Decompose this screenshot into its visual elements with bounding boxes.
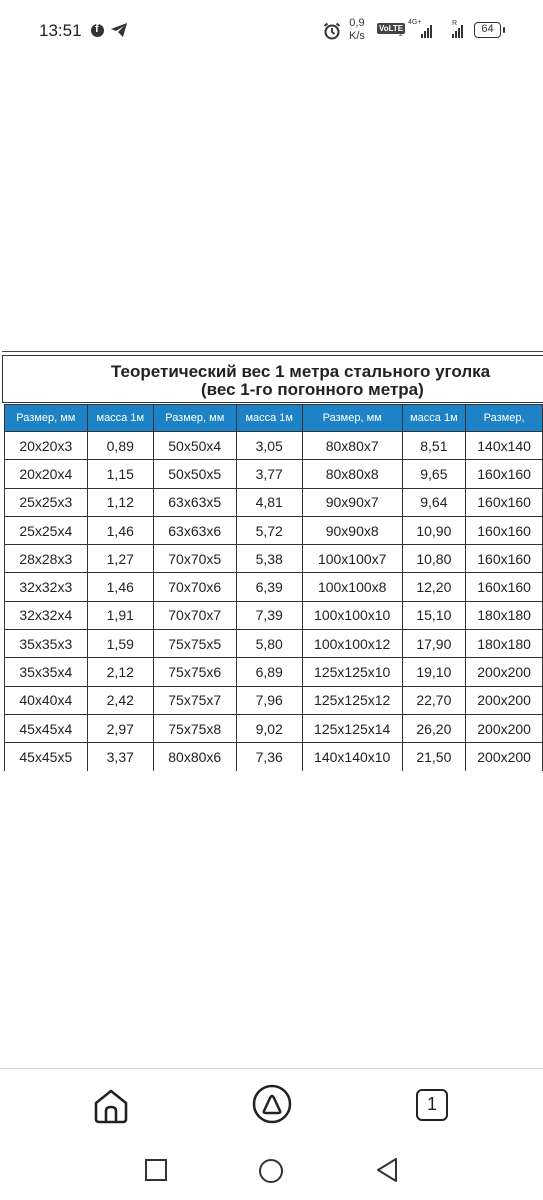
cell-mass-3: 15,10 [402, 601, 466, 629]
cell-mass-2: 3,05 [236, 432, 302, 460]
cell-size-1: 20x20x3 [5, 432, 88, 460]
table-row [5, 545, 543, 573]
cell-size-2: 75x75x5 [153, 630, 236, 658]
home-icon[interactable] [92, 1087, 130, 1125]
cell-size-2: 50x50x5 [153, 460, 236, 488]
cell-size-2: 75x75x8 [153, 714, 236, 742]
header-size-3: Размер, мм [302, 405, 402, 432]
back-icon[interactable] [375, 1157, 399, 1183]
cell-size-3: 80x80x8 [302, 460, 402, 488]
cell-size-4: 200x200 [466, 686, 543, 714]
cell-mass-1: 1,27 [87, 545, 153, 573]
cell-size-2: 75x75x7 [153, 686, 236, 714]
cell-size-4: 160x160 [466, 573, 543, 601]
speed-unit: K/s [349, 30, 365, 42]
weight-table [4, 404, 543, 771]
cell-size-4: 160x160 [466, 488, 543, 516]
cell-mass-2: 5,38 [236, 545, 302, 573]
nav-divider [0, 1068, 543, 1069]
cell-mass-1: 2,97 [87, 714, 153, 742]
cell-size-1: 20x20x4 [5, 460, 88, 488]
cell-size-1: 25x25x4 [5, 516, 88, 544]
cell-size-4: 180x180 [466, 601, 543, 629]
facebook-icon [91, 24, 104, 37]
cell-mass-2: 4,81 [236, 488, 302, 516]
cell-mass-3: 17,90 [402, 630, 466, 658]
cell-size-3: 90x90x7 [302, 488, 402, 516]
cell-size-4: 140x140 [466, 432, 543, 460]
battery-icon: 64 [474, 22, 501, 38]
cell-size-4: 160x160 [466, 460, 543, 488]
table-row [5, 686, 543, 714]
cell-mass-1: 1,46 [87, 516, 153, 544]
cell-size-3: 90x90x8 [302, 516, 402, 544]
cell-size-4: 200x200 [466, 714, 543, 742]
cell-mass-1: 2,42 [87, 686, 153, 714]
cell-size-2: 70x70x6 [153, 573, 236, 601]
table-row [5, 432, 543, 460]
cell-size-4: 160x160 [466, 545, 543, 573]
cell-size-3: 100x100x10 [302, 601, 402, 629]
cell-mass-3: 19,10 [402, 658, 466, 686]
cell-size-1: 45x45x4 [5, 714, 88, 742]
cell-size-3: 80x80x7 [302, 432, 402, 460]
cell-mass-2: 6,39 [236, 573, 302, 601]
cell-mass-2: 7,36 [236, 743, 302, 771]
roaming-indicator: R [452, 20, 458, 27]
table-title-line1: Теоретический вес 1 метра стального уголка [111, 362, 491, 381]
cell-size-1: 35x35x4 [5, 658, 88, 686]
cell-mass-2: 5,72 [236, 516, 302, 544]
cell-mass-1: 3,37 [87, 743, 153, 771]
cell-mass-1: 1,12 [87, 488, 153, 516]
recent-apps-icon[interactable] [145, 1159, 167, 1181]
speed-value: 0,9 [349, 17, 365, 29]
table-row [5, 630, 543, 658]
cell-size-3: 125x125x14 [302, 714, 402, 742]
cell-size-2: 70x70x5 [153, 545, 236, 573]
cell-mass-3: 9,65 [402, 460, 466, 488]
cell-mass-1: 1,15 [87, 460, 153, 488]
cell-size-1: 25x25x3 [5, 488, 88, 516]
cell-size-4: 160x160 [466, 516, 543, 544]
status-bar [0, 0, 543, 62]
table-title-line2: (вес 1-го погонного метра) [201, 380, 424, 399]
table-row [5, 460, 543, 488]
cell-mass-2: 5,80 [236, 630, 302, 658]
steel-angle-weight-table-image[interactable] [2, 351, 543, 771]
cell-mass-2: 7,39 [236, 601, 302, 629]
table-title [2, 355, 543, 403]
cell-size-2: 80x80x6 [153, 743, 236, 771]
header-mass-3: масса 1м [402, 405, 466, 432]
cell-mass-2: 7,96 [236, 686, 302, 714]
table-row [5, 516, 543, 544]
alarm-icon [323, 22, 341, 40]
header-mass-2: масса 1м [236, 405, 302, 432]
cell-size-2: 70x70x7 [153, 601, 236, 629]
cell-mass-1: 0,89 [87, 432, 153, 460]
cell-size-2: 75x75x6 [153, 658, 236, 686]
cell-size-3: 100x100x7 [302, 545, 402, 573]
cell-mass-3: 12,20 [402, 573, 466, 601]
signal-icon-sim2 [452, 24, 463, 38]
table-body [5, 432, 543, 772]
table-row [5, 743, 543, 771]
cell-size-1: 28x28x3 [5, 545, 88, 573]
cell-size-1: 40x40x4 [5, 686, 88, 714]
network-type: 4G+ [408, 19, 422, 26]
cell-size-1: 35x35x3 [5, 630, 88, 658]
volte-sim-index: 2 [399, 31, 403, 38]
cell-mass-3: 10,90 [402, 516, 466, 544]
cell-size-4: 200x200 [466, 658, 543, 686]
cell-mass-3: 22,70 [402, 686, 466, 714]
cell-size-4: 180x180 [466, 630, 543, 658]
cell-size-1: 32x32x3 [5, 573, 88, 601]
signal-icon [421, 24, 432, 38]
header-mass-1: масса 1м [87, 405, 153, 432]
cell-size-1: 45x45x5 [5, 743, 88, 771]
tabs-button[interactable] [416, 1089, 448, 1121]
alice-assistant-icon[interactable] [252, 1084, 292, 1124]
cell-size-4: 200x200 [466, 743, 543, 771]
cell-size-3: 140x140x10 [302, 743, 402, 771]
system-home-icon[interactable] [259, 1159, 283, 1183]
cell-size-3: 100x100x12 [302, 630, 402, 658]
header-size-1: Размер, мм [5, 405, 88, 432]
cell-size-2: 63x63x5 [153, 488, 236, 516]
cell-size-2: 50x50x4 [153, 432, 236, 460]
header-size-4: Размер, [466, 405, 543, 432]
cell-size-2: 63x63x6 [153, 516, 236, 544]
table-row [5, 488, 543, 516]
cell-size-3: 100x100x8 [302, 573, 402, 601]
cell-mass-2: 6,89 [236, 658, 302, 686]
table-row [5, 601, 543, 629]
cell-mass-1: 1,59 [87, 630, 153, 658]
header-size-2: Размер, мм [153, 405, 236, 432]
cell-mass-1: 1,46 [87, 573, 153, 601]
tabs-count: 1 [426, 1094, 437, 1114]
cell-mass-1: 1,91 [87, 601, 153, 629]
network-speed [349, 17, 365, 43]
table-row [5, 714, 543, 742]
cell-size-3: 125x125x12 [302, 686, 402, 714]
cell-mass-3: 10,80 [402, 545, 466, 573]
table-row [5, 658, 543, 686]
cell-mass-1: 2,12 [87, 658, 153, 686]
telegram-icon [110, 22, 128, 38]
cell-mass-2: 9,02 [236, 714, 302, 742]
table-row [5, 573, 543, 601]
cell-mass-3: 21,50 [402, 743, 466, 771]
cell-mass-3: 26,20 [402, 714, 466, 742]
cell-mass-3: 8,51 [402, 432, 466, 460]
status-time: 13:51 [39, 21, 82, 40]
cell-mass-3: 9,64 [402, 488, 466, 516]
cell-size-1: 32x32x4 [5, 601, 88, 629]
cell-mass-2: 3,77 [236, 460, 302, 488]
volte-badge: VoLTE [379, 24, 404, 33]
cell-size-3: 125x125x10 [302, 658, 402, 686]
table-header-row [5, 405, 543, 432]
